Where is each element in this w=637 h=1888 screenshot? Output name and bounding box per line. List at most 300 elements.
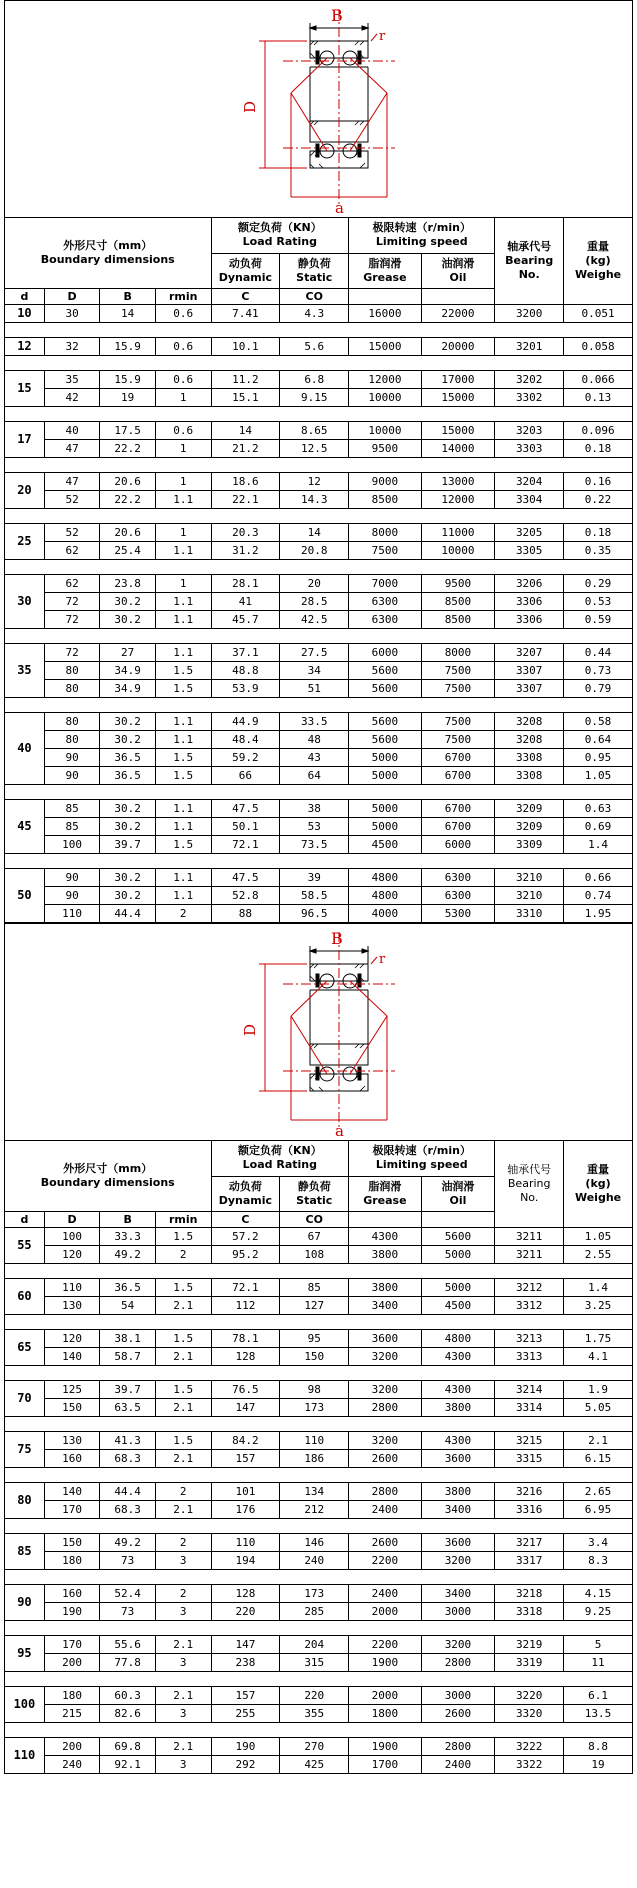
data-cell: 3205 bbox=[495, 524, 564, 542]
data-cell: 16000 bbox=[349, 305, 421, 323]
data-cell: 3220 bbox=[495, 1687, 564, 1705]
data-cell: 200 bbox=[44, 1738, 100, 1756]
gap-cell bbox=[5, 509, 633, 524]
data-cell: 1900 bbox=[349, 1654, 421, 1672]
bore-diameter-cell: 17 bbox=[5, 422, 45, 458]
column-blank-oil bbox=[421, 289, 495, 305]
data-cell: 0.74 bbox=[564, 887, 633, 905]
data-cell: 68.3 bbox=[100, 1501, 156, 1519]
data-cell: 3800 bbox=[421, 1399, 495, 1417]
bearing-no-header bbox=[495, 1141, 564, 1228]
data-cell: 3208 bbox=[495, 713, 564, 731]
data-cell: 20.3 bbox=[211, 524, 280, 542]
gap-cell bbox=[5, 1519, 633, 1534]
table-row bbox=[5, 1450, 633, 1468]
data-cell: 3211 bbox=[495, 1246, 564, 1264]
data-cell: 186 bbox=[280, 1450, 349, 1468]
data-cell: 5600 bbox=[349, 662, 421, 680]
data-cell: 14.3 bbox=[280, 491, 349, 509]
data-cell: 3316 bbox=[495, 1501, 564, 1519]
data-cell: 180 bbox=[44, 1552, 100, 1570]
data-cell: 30.2 bbox=[100, 887, 156, 905]
column-col_d: d bbox=[5, 1212, 45, 1228]
data-cell: 5300 bbox=[421, 905, 495, 923]
data-cell: 52 bbox=[44, 524, 100, 542]
data-cell: 2400 bbox=[349, 1585, 421, 1603]
data-cell: 22.1 bbox=[211, 491, 280, 509]
data-cell: 200 bbox=[44, 1654, 100, 1672]
limiting-speed-header bbox=[349, 1141, 495, 1177]
data-cell: 355 bbox=[280, 1705, 349, 1723]
label-r: r bbox=[379, 29, 386, 44]
table-row bbox=[5, 1381, 633, 1399]
data-cell: 6.95 bbox=[564, 1501, 633, 1519]
gap-cell bbox=[5, 1264, 633, 1279]
data-cell: 31.2 bbox=[211, 542, 280, 560]
bearing-drawing bbox=[5, 924, 634, 1140]
data-cell: 147 bbox=[211, 1399, 280, 1417]
data-cell: 58.5 bbox=[280, 887, 349, 905]
data-cell: 9500 bbox=[421, 575, 495, 593]
data-cell: 3309 bbox=[495, 836, 564, 854]
data-cell: 157 bbox=[211, 1687, 280, 1705]
data-cell: 12000 bbox=[421, 491, 495, 509]
data-cell: 15.9 bbox=[100, 338, 156, 356]
bearing-no-header-line-0: 轴承代号 bbox=[507, 1163, 552, 1176]
data-cell: 42.5 bbox=[280, 611, 349, 629]
data-cell: 4300 bbox=[421, 1348, 495, 1366]
table-row bbox=[5, 767, 633, 785]
bore-diameter-cell: 110 bbox=[5, 1738, 45, 1774]
column-col_C0: CO bbox=[280, 1212, 349, 1228]
weight-header-line-0: 重量 bbox=[587, 1163, 610, 1176]
gap-cell bbox=[5, 407, 633, 422]
data-cell: 0.051 bbox=[564, 305, 633, 323]
spec-table-0 bbox=[4, 217, 633, 923]
gap-cell bbox=[5, 854, 633, 869]
data-cell: 6700 bbox=[421, 749, 495, 767]
data-cell: 2.1 bbox=[564, 1432, 633, 1450]
dynamic-header bbox=[211, 1176, 280, 1212]
data-cell: 8.8 bbox=[564, 1738, 633, 1756]
data-cell: 11000 bbox=[421, 524, 495, 542]
boundary-header bbox=[5, 218, 212, 289]
data-cell: 44.9 bbox=[211, 713, 280, 731]
table-row bbox=[5, 869, 633, 887]
data-cell: 2800 bbox=[349, 1483, 421, 1501]
data-cell: 9500 bbox=[349, 440, 421, 458]
data-cell: 5000 bbox=[349, 749, 421, 767]
data-cell: 1.1 bbox=[155, 731, 211, 749]
gap-cell bbox=[5, 1672, 633, 1687]
data-cell: 0.6 bbox=[155, 338, 211, 356]
dynamic-header-line-1: Dynamic bbox=[218, 270, 273, 284]
data-cell: 47.5 bbox=[211, 869, 280, 887]
data-cell: 2800 bbox=[349, 1399, 421, 1417]
data-cell: 6300 bbox=[421, 869, 495, 887]
data-cell: 0.44 bbox=[564, 644, 633, 662]
load-rating-header bbox=[211, 218, 349, 254]
data-cell: 30.2 bbox=[100, 818, 156, 836]
weight-header-line-2: Weighe bbox=[574, 268, 622, 281]
data-cell: 3213 bbox=[495, 1330, 564, 1348]
data-cell: 7500 bbox=[421, 680, 495, 698]
data-cell: 0.6 bbox=[155, 305, 211, 323]
bearing-no-header-line-0: 轴承代号 bbox=[507, 240, 552, 253]
data-cell: 3317 bbox=[495, 1552, 564, 1570]
data-cell: 14 bbox=[280, 524, 349, 542]
data-cell: 3214 bbox=[495, 1381, 564, 1399]
data-cell: 3800 bbox=[421, 1483, 495, 1501]
bearing-diagram bbox=[4, 923, 633, 1140]
data-cell: 6300 bbox=[349, 611, 421, 629]
data-cell: 14000 bbox=[421, 440, 495, 458]
data-cell: 3307 bbox=[495, 680, 564, 698]
data-cell: 72.1 bbox=[211, 836, 280, 854]
data-cell: 72.1 bbox=[211, 1279, 280, 1297]
data-cell: 3600 bbox=[421, 1450, 495, 1468]
data-cell: 255 bbox=[211, 1705, 280, 1723]
data-cell: 3 bbox=[155, 1552, 211, 1570]
data-cell: 58.7 bbox=[100, 1348, 156, 1366]
data-cell: 3306 bbox=[495, 593, 564, 611]
data-cell: 1.5 bbox=[155, 1432, 211, 1450]
gap-cell bbox=[5, 1723, 633, 1738]
data-cell: 92.1 bbox=[100, 1756, 156, 1774]
data-cell: 1700 bbox=[349, 1756, 421, 1774]
label-D: D bbox=[241, 1023, 259, 1036]
bore-diameter-cell: 12 bbox=[5, 338, 45, 356]
data-cell: 0.35 bbox=[564, 542, 633, 560]
data-cell: 3000 bbox=[421, 1687, 495, 1705]
grease-header bbox=[349, 1176, 421, 1212]
gap-cell bbox=[5, 458, 633, 473]
data-cell: 10.1 bbox=[211, 338, 280, 356]
data-cell: 36.5 bbox=[100, 749, 156, 767]
data-cell: 7500 bbox=[421, 713, 495, 731]
data-cell: 6700 bbox=[421, 800, 495, 818]
data-cell: 0.64 bbox=[564, 731, 633, 749]
load-rating-header-line-0: 额定负荷（KN） bbox=[237, 1144, 322, 1158]
data-cell: 240 bbox=[280, 1552, 349, 1570]
static-header-line-0: 静负荷 bbox=[297, 256, 331, 270]
data-cell: 7500 bbox=[349, 542, 421, 560]
data-cell: 17.5 bbox=[100, 422, 156, 440]
data-cell: 11.2 bbox=[211, 371, 280, 389]
load-rating-header-line-1: Load Rating bbox=[242, 1158, 317, 1172]
group-gap bbox=[5, 785, 633, 800]
data-cell: 4.1 bbox=[564, 1348, 633, 1366]
oil-header-line-0: 油润滑 bbox=[441, 256, 475, 270]
data-cell: 8000 bbox=[421, 644, 495, 662]
data-cell: 2400 bbox=[349, 1501, 421, 1519]
data-cell: 1.1 bbox=[155, 644, 211, 662]
data-cell: 51 bbox=[280, 680, 349, 698]
data-cell: 1800 bbox=[349, 1705, 421, 1723]
data-cell: 52 bbox=[44, 491, 100, 509]
table-row bbox=[5, 1687, 633, 1705]
data-cell: 0.63 bbox=[564, 800, 633, 818]
data-cell: 3800 bbox=[349, 1279, 421, 1297]
data-cell: 28.1 bbox=[211, 575, 280, 593]
bearing-diagram bbox=[4, 0, 633, 217]
column-col_C0: CO bbox=[280, 289, 349, 305]
data-cell: 3600 bbox=[349, 1330, 421, 1348]
data-cell: 1.05 bbox=[564, 1228, 633, 1246]
data-cell: 130 bbox=[44, 1432, 100, 1450]
data-cell: 44.4 bbox=[100, 905, 156, 923]
group-gap bbox=[5, 560, 633, 575]
data-cell: 2.55 bbox=[564, 1246, 633, 1264]
data-cell: 4000 bbox=[349, 905, 421, 923]
data-cell: 173 bbox=[280, 1399, 349, 1417]
data-cell: 1.5 bbox=[155, 680, 211, 698]
weight-header bbox=[564, 1141, 633, 1228]
data-cell: 47 bbox=[44, 440, 100, 458]
table-row bbox=[5, 1654, 633, 1672]
limiting-speed-header bbox=[349, 218, 495, 254]
data-cell: 85 bbox=[44, 800, 100, 818]
gap-cell bbox=[5, 356, 633, 371]
data-cell: 190 bbox=[44, 1603, 100, 1621]
table-row bbox=[5, 305, 633, 323]
data-cell: 1.05 bbox=[564, 767, 633, 785]
data-cell: 6300 bbox=[421, 887, 495, 905]
table-row bbox=[5, 1399, 633, 1417]
boundary-header-line-0: 外形尺寸（mm） bbox=[63, 1162, 153, 1175]
bore-diameter-cell: 25 bbox=[5, 524, 45, 560]
data-cell: 3215 bbox=[495, 1432, 564, 1450]
data-cell: 90 bbox=[44, 749, 100, 767]
data-cell: 8500 bbox=[421, 611, 495, 629]
boundary-header bbox=[5, 1141, 212, 1212]
group-gap bbox=[5, 698, 633, 713]
data-cell: 1.5 bbox=[155, 836, 211, 854]
data-cell: 90 bbox=[44, 869, 100, 887]
data-cell: 90 bbox=[44, 887, 100, 905]
table-row bbox=[5, 1705, 633, 1723]
table-row bbox=[5, 836, 633, 854]
data-cell: 28.5 bbox=[280, 593, 349, 611]
label-r: r bbox=[379, 952, 386, 967]
label-a: a bbox=[335, 1122, 344, 1140]
group-gap bbox=[5, 356, 633, 371]
data-cell: 1 bbox=[155, 440, 211, 458]
group-gap bbox=[5, 407, 633, 422]
gap-cell bbox=[5, 560, 633, 575]
gap-cell bbox=[5, 629, 633, 644]
data-cell: 3310 bbox=[495, 905, 564, 923]
grease-header-line-1: Grease bbox=[363, 1193, 407, 1207]
data-cell: 34.9 bbox=[100, 680, 156, 698]
data-cell: 8500 bbox=[349, 491, 421, 509]
table-row bbox=[5, 1228, 633, 1246]
limiting-speed-header-line-0: 极限转速（r/min） bbox=[372, 221, 471, 235]
data-cell: 69.8 bbox=[100, 1738, 156, 1756]
data-cell: 73 bbox=[100, 1552, 156, 1570]
boundary-header-line-1: Boundary dimensions bbox=[40, 1176, 175, 1189]
data-cell: 3200 bbox=[495, 305, 564, 323]
data-cell: 3322 bbox=[495, 1756, 564, 1774]
data-cell: 2 bbox=[155, 905, 211, 923]
data-cell: 19 bbox=[564, 1756, 633, 1774]
data-cell: 9.25 bbox=[564, 1603, 633, 1621]
data-cell: 3.4 bbox=[564, 1534, 633, 1552]
data-cell: 12000 bbox=[349, 371, 421, 389]
data-cell: 3204 bbox=[495, 473, 564, 491]
gap-cell bbox=[5, 1570, 633, 1585]
data-cell: 3312 bbox=[495, 1297, 564, 1315]
data-cell: 292 bbox=[211, 1756, 280, 1774]
group-gap bbox=[5, 629, 633, 644]
data-cell: 101 bbox=[211, 1483, 280, 1501]
table-row bbox=[5, 593, 633, 611]
column-col_D: D bbox=[44, 1212, 100, 1228]
data-cell: 47.5 bbox=[211, 800, 280, 818]
data-cell: 27.5 bbox=[280, 644, 349, 662]
data-cell: 2800 bbox=[421, 1654, 495, 1672]
data-cell: 5000 bbox=[349, 800, 421, 818]
weight-header-line-0: 重量 bbox=[587, 240, 610, 253]
data-cell: 38.1 bbox=[100, 1330, 156, 1348]
bore-diameter-cell: 85 bbox=[5, 1534, 45, 1570]
data-cell: 3211 bbox=[495, 1228, 564, 1246]
data-cell: 160 bbox=[44, 1450, 100, 1468]
data-cell: 3 bbox=[155, 1603, 211, 1621]
table-row bbox=[5, 1738, 633, 1756]
data-cell: 6000 bbox=[421, 836, 495, 854]
data-cell: 1.4 bbox=[564, 836, 633, 854]
weight-header-line-1: (kg) bbox=[585, 1177, 611, 1190]
data-cell: 0.29 bbox=[564, 575, 633, 593]
data-cell: 33.5 bbox=[280, 713, 349, 731]
data-cell: 64 bbox=[280, 767, 349, 785]
limiting-speed-header-line-1: Limiting speed bbox=[375, 1158, 468, 1172]
data-cell: 1.9 bbox=[564, 1381, 633, 1399]
data-cell: 2 bbox=[155, 1483, 211, 1501]
oil-header-line-0: 油润滑 bbox=[441, 1179, 475, 1193]
data-cell: 49.2 bbox=[100, 1534, 156, 1552]
dynamic-header-line-0: 动负荷 bbox=[228, 256, 262, 270]
data-cell: 6.8 bbox=[280, 371, 349, 389]
data-cell: 3200 bbox=[349, 1348, 421, 1366]
bore-diameter-cell: 50 bbox=[5, 869, 45, 923]
data-cell: 2600 bbox=[421, 1705, 495, 1723]
data-cell: 130 bbox=[44, 1297, 100, 1315]
data-cell: 41 bbox=[211, 593, 280, 611]
data-cell: 22.2 bbox=[100, 491, 156, 509]
data-cell: 6700 bbox=[421, 767, 495, 785]
data-cell: 0.6 bbox=[155, 422, 211, 440]
data-cell: 3 bbox=[155, 1705, 211, 1723]
gap-cell bbox=[5, 323, 633, 338]
data-cell: 2.1 bbox=[155, 1297, 211, 1315]
bore-diameter-cell: 10 bbox=[5, 305, 45, 323]
data-cell: 125 bbox=[44, 1381, 100, 1399]
data-cell: 72 bbox=[44, 611, 100, 629]
data-cell: 78.1 bbox=[211, 1330, 280, 1348]
data-cell: 4500 bbox=[421, 1297, 495, 1315]
data-cell: 2.1 bbox=[155, 1399, 211, 1417]
data-cell: 10000 bbox=[349, 389, 421, 407]
gap-cell bbox=[5, 1468, 633, 1483]
data-cell: 238 bbox=[211, 1654, 280, 1672]
bore-diameter-cell: 95 bbox=[5, 1636, 45, 1672]
data-cell: 39.7 bbox=[100, 836, 156, 854]
dynamic-header-line-1: Dynamic bbox=[218, 1193, 273, 1207]
table-row bbox=[5, 1501, 633, 1519]
data-cell: 22000 bbox=[421, 305, 495, 323]
column-col_C: C bbox=[211, 1212, 280, 1228]
data-cell: 85 bbox=[44, 818, 100, 836]
static-header-line-0: 静负荷 bbox=[297, 1179, 331, 1193]
data-cell: 7500 bbox=[421, 731, 495, 749]
data-cell: 2.1 bbox=[155, 1687, 211, 1705]
data-cell: 41.3 bbox=[100, 1432, 156, 1450]
data-cell: 0.096 bbox=[564, 422, 633, 440]
data-cell: 1.5 bbox=[155, 749, 211, 767]
data-cell: 6000 bbox=[349, 644, 421, 662]
data-cell: 3800 bbox=[349, 1246, 421, 1264]
data-cell: 1 bbox=[155, 575, 211, 593]
data-cell: 21.2 bbox=[211, 440, 280, 458]
data-cell: 10000 bbox=[349, 422, 421, 440]
table-row bbox=[5, 1585, 633, 1603]
data-cell: 48.8 bbox=[211, 662, 280, 680]
group-gap bbox=[5, 1366, 633, 1381]
bearing-no-header-line-1: Bearing bbox=[507, 1177, 551, 1190]
data-cell: 43 bbox=[280, 749, 349, 767]
data-cell: 3218 bbox=[495, 1585, 564, 1603]
data-cell: 3200 bbox=[421, 1636, 495, 1654]
data-cell: 3200 bbox=[349, 1432, 421, 1450]
data-cell: 127 bbox=[280, 1297, 349, 1315]
bore-diameter-cell: 35 bbox=[5, 644, 45, 698]
group-gap bbox=[5, 323, 633, 338]
data-cell: 5600 bbox=[349, 680, 421, 698]
table-row bbox=[5, 371, 633, 389]
data-cell: 80 bbox=[44, 680, 100, 698]
boundary-header-line-0: 外形尺寸（mm） bbox=[63, 239, 153, 252]
data-cell: 95 bbox=[280, 1330, 349, 1348]
data-cell: 84.2 bbox=[211, 1432, 280, 1450]
column-blank-grease bbox=[349, 1212, 421, 1228]
data-cell: 13.5 bbox=[564, 1705, 633, 1723]
static-header bbox=[280, 1176, 349, 1212]
data-cell: 53.9 bbox=[211, 680, 280, 698]
data-cell: 33.3 bbox=[100, 1228, 156, 1246]
data-cell: 160 bbox=[44, 1585, 100, 1603]
data-cell: 3307 bbox=[495, 662, 564, 680]
data-cell: 18.6 bbox=[211, 473, 280, 491]
table-row bbox=[5, 662, 633, 680]
data-cell: 37.1 bbox=[211, 644, 280, 662]
data-cell: 8500 bbox=[421, 593, 495, 611]
column-col_B: B bbox=[100, 1212, 156, 1228]
column-col_rmin: rmin bbox=[155, 1212, 211, 1228]
data-cell: 53 bbox=[280, 818, 349, 836]
table-row bbox=[5, 1756, 633, 1774]
data-cell: 52.8 bbox=[211, 887, 280, 905]
data-cell: 1 bbox=[155, 389, 211, 407]
bore-diameter-cell: 100 bbox=[5, 1687, 45, 1723]
data-cell: 8000 bbox=[349, 524, 421, 542]
data-cell: 47 bbox=[44, 473, 100, 491]
data-cell: 19 bbox=[100, 389, 156, 407]
data-cell: 3302 bbox=[495, 389, 564, 407]
data-cell: 77.8 bbox=[100, 1654, 156, 1672]
data-cell: 0.95 bbox=[564, 749, 633, 767]
